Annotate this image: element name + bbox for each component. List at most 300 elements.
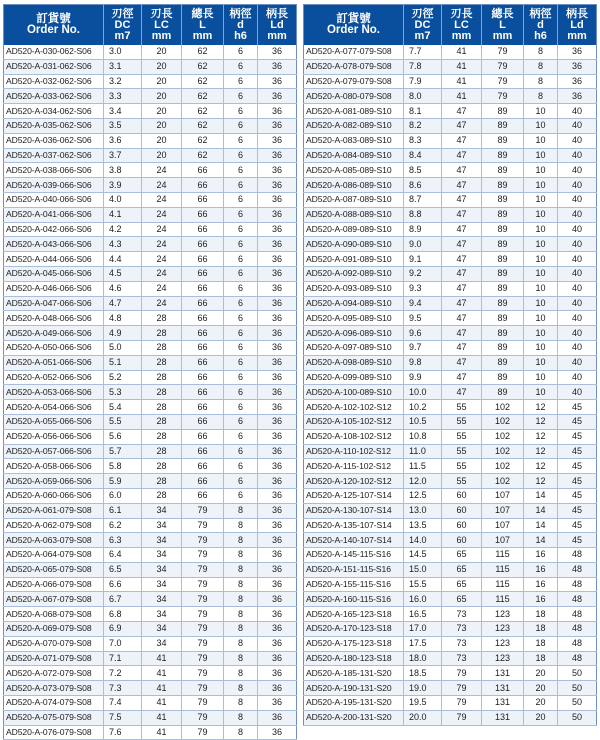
l-cell: 115 — [482, 548, 524, 563]
order-number-cell: AD520-A-034-062-S06 — [4, 104, 104, 119]
table-row — [304, 622, 597, 637]
spec-table-left — [3, 4, 297, 740]
table-row — [4, 178, 297, 193]
lc-cell: 41 — [142, 710, 182, 725]
dc-cell: 5.3 — [104, 385, 142, 400]
dc-cell: 10.5 — [404, 414, 442, 429]
ld-cell: 36 — [258, 592, 297, 607]
lc-cell: 28 — [142, 474, 182, 489]
column-header-l — [182, 5, 224, 46]
column-header-line: 總長 — [491, 7, 514, 20]
order-number-cell: AD520-A-075-079-S08 — [4, 710, 104, 725]
l-cell: 131 — [482, 681, 524, 696]
order-number-cell: AD520-A-105-102-S12 — [304, 414, 404, 429]
table-row — [4, 651, 297, 666]
ld-cell: 36 — [258, 518, 297, 533]
lc-cell: 47 — [442, 252, 482, 267]
column-header-line: L — [499, 18, 506, 31]
dc-cell: 6.9 — [104, 622, 142, 637]
column-header-line: m7 — [414, 29, 431, 42]
table-row — [304, 459, 597, 474]
l-cell: 89 — [482, 252, 524, 267]
d-cell: 6 — [224, 444, 258, 459]
lc-cell: 24 — [142, 266, 182, 281]
table-row — [304, 192, 597, 207]
d-cell: 6 — [224, 252, 258, 267]
l-cell: 79 — [182, 710, 224, 725]
l-cell: 89 — [482, 340, 524, 355]
dc-cell: 8.4 — [404, 148, 442, 163]
ld-cell: 36 — [258, 710, 297, 725]
d-cell: 20 — [524, 681, 558, 696]
table-row — [304, 207, 597, 222]
ld-cell: 45 — [558, 488, 597, 503]
d-cell: 16 — [524, 592, 558, 607]
dc-cell: 8.8 — [404, 207, 442, 222]
l-cell: 66 — [182, 414, 224, 429]
dc-cell: 9.4 — [404, 296, 442, 311]
dc-cell: 9.3 — [404, 281, 442, 296]
d-cell: 12 — [524, 429, 558, 444]
ld-cell: 36 — [258, 74, 297, 89]
ld-cell: 40 — [558, 192, 597, 207]
order-number-cell: AD520-A-160-115-S16 — [304, 592, 404, 607]
order-number-cell: AD520-A-092-089-S10 — [304, 266, 404, 281]
ld-cell: 36 — [258, 118, 297, 133]
lc-cell: 28 — [142, 355, 182, 370]
lc-cell: 47 — [442, 148, 482, 163]
l-cell: 115 — [482, 577, 524, 592]
lc-cell: 34 — [142, 503, 182, 518]
d-cell: 8 — [224, 696, 258, 711]
l-cell: 89 — [482, 355, 524, 370]
dc-cell: 15.0 — [404, 562, 442, 577]
l-cell: 107 — [482, 518, 524, 533]
order-number-cell: AD520-A-077-079-S08 — [304, 45, 404, 59]
column-header-line: 柄徑 — [529, 7, 552, 20]
lc-cell: 73 — [442, 622, 482, 637]
ld-cell: 36 — [258, 281, 297, 296]
ld-cell: 36 — [558, 45, 597, 59]
l-cell: 66 — [182, 429, 224, 444]
order-number-cell: AD520-A-046-066-S06 — [4, 281, 104, 296]
order-number-cell: AD520-A-155-115-S16 — [304, 577, 404, 592]
ld-cell: 40 — [558, 266, 597, 281]
lc-cell: 34 — [142, 518, 182, 533]
l-cell: 66 — [182, 474, 224, 489]
ld-cell: 40 — [558, 385, 597, 400]
table-row — [304, 237, 597, 252]
table-row — [4, 607, 297, 622]
dc-cell: 3.5 — [104, 118, 142, 133]
lc-cell: 41 — [142, 725, 182, 740]
lc-cell: 28 — [142, 311, 182, 326]
column-header-dc — [404, 5, 442, 46]
column-header-line: 總長 — [191, 7, 214, 20]
table-row — [304, 488, 597, 503]
lc-cell: 28 — [142, 414, 182, 429]
order-number-cell: AD520-A-031-062-S06 — [4, 59, 104, 74]
d-cell: 10 — [524, 326, 558, 341]
table-row — [304, 562, 597, 577]
table-row — [4, 45, 297, 59]
l-cell: 115 — [482, 592, 524, 607]
dc-cell: 8.2 — [404, 118, 442, 133]
table-row — [304, 296, 597, 311]
column-header-l — [482, 5, 524, 46]
table-row — [304, 370, 597, 385]
order-number-cell: AD520-A-074-079-S08 — [4, 696, 104, 711]
d-cell: 6 — [224, 192, 258, 207]
dc-cell: 9.7 — [404, 340, 442, 355]
ld-cell: 50 — [558, 666, 597, 681]
lc-cell: 47 — [442, 281, 482, 296]
l-cell: 115 — [482, 562, 524, 577]
order-number-cell: AD520-A-078-079-S08 — [304, 59, 404, 74]
d-cell: 6 — [224, 104, 258, 119]
dc-cell: 9.1 — [404, 252, 442, 267]
lc-cell: 20 — [142, 118, 182, 133]
column-header-d — [524, 5, 558, 46]
d-cell: 8 — [224, 636, 258, 651]
order-number-cell: AD520-A-130-107-S14 — [304, 503, 404, 518]
d-cell: 6 — [224, 59, 258, 74]
dc-cell: 14.5 — [404, 548, 442, 563]
d-cell: 6 — [224, 148, 258, 163]
d-cell: 18 — [524, 607, 558, 622]
l-cell: 79 — [182, 548, 224, 563]
dc-cell: 3.7 — [104, 148, 142, 163]
ld-cell: 36 — [258, 178, 297, 193]
order-number-cell: AD520-A-190-131-S20 — [304, 681, 404, 696]
l-cell: 66 — [182, 340, 224, 355]
l-cell: 123 — [482, 636, 524, 651]
table-row — [304, 666, 597, 681]
dc-cell: 9.5 — [404, 311, 442, 326]
dc-cell: 3.9 — [104, 178, 142, 193]
order-number-cell: AD520-A-053-066-S06 — [4, 385, 104, 400]
lc-cell: 34 — [142, 562, 182, 577]
column-header-line: d — [237, 18, 244, 31]
order-number-cell: AD520-A-069-079-S08 — [4, 622, 104, 637]
ld-cell: 50 — [558, 696, 597, 711]
order-number-cell: AD520-A-096-089-S10 — [304, 326, 404, 341]
ld-cell: 45 — [558, 503, 597, 518]
column-header-line: h6 — [534, 29, 547, 42]
order-number-cell: AD520-A-040-066-S06 — [4, 192, 104, 207]
l-cell: 89 — [482, 296, 524, 311]
d-cell: 6 — [224, 414, 258, 429]
l-cell: 79 — [482, 74, 524, 89]
l-cell: 89 — [482, 311, 524, 326]
lc-cell: 28 — [142, 429, 182, 444]
dc-cell: 7.4 — [104, 696, 142, 711]
order-number-cell: AD520-A-099-089-S10 — [304, 370, 404, 385]
lc-cell: 60 — [442, 503, 482, 518]
l-cell: 79 — [482, 45, 524, 59]
dc-cell: 9.8 — [404, 355, 442, 370]
ld-cell: 45 — [558, 429, 597, 444]
ld-cell: 36 — [258, 459, 297, 474]
l-cell: 102 — [482, 400, 524, 415]
l-cell: 89 — [482, 281, 524, 296]
dc-cell: 4.5 — [104, 266, 142, 281]
d-cell: 8 — [224, 651, 258, 666]
column-header-line: mm — [151, 29, 172, 42]
dc-cell: 3.0 — [104, 45, 142, 59]
table-row — [304, 163, 597, 178]
d-cell: 6 — [224, 340, 258, 355]
order-number-cell: AD520-A-058-066-S06 — [4, 459, 104, 474]
order-number-cell: AD520-A-089-089-S10 — [304, 222, 404, 237]
l-cell: 102 — [482, 444, 524, 459]
table-row — [4, 488, 297, 503]
lc-cell: 60 — [442, 488, 482, 503]
d-cell: 6 — [224, 89, 258, 104]
order-number-cell: AD520-A-054-066-S06 — [4, 400, 104, 415]
d-cell: 6 — [224, 400, 258, 415]
ld-cell: 36 — [258, 636, 297, 651]
column-header-line: LC — [454, 18, 469, 31]
order-number-cell: AD520-A-041-066-S06 — [4, 207, 104, 222]
lc-cell: 79 — [442, 696, 482, 711]
lc-cell: 41 — [142, 696, 182, 711]
column-header-line: Ld — [570, 18, 584, 31]
d-cell: 12 — [524, 444, 558, 459]
table-row — [304, 607, 597, 622]
dc-cell: 4.7 — [104, 296, 142, 311]
d-cell: 6 — [224, 385, 258, 400]
d-cell: 6 — [224, 429, 258, 444]
ld-cell: 36 — [258, 163, 297, 178]
ld-cell: 48 — [558, 651, 597, 666]
lc-cell: 28 — [142, 340, 182, 355]
table-row — [4, 207, 297, 222]
order-number-cell: AD520-A-061-079-S08 — [4, 503, 104, 518]
column-header-line: mm — [567, 29, 587, 42]
order-number-cell: AD520-A-045-066-S06 — [4, 266, 104, 281]
table-row — [4, 459, 297, 474]
table-row — [4, 340, 297, 355]
order-number-cell: AD520-A-030-062-S06 — [4, 45, 104, 59]
column-header-line: 刃長 — [450, 7, 473, 20]
lc-cell: 20 — [142, 45, 182, 59]
ld-cell: 36 — [258, 607, 297, 622]
table-row — [4, 696, 297, 711]
ld-cell: 36 — [258, 444, 297, 459]
ld-cell: 48 — [558, 562, 597, 577]
l-cell: 62 — [182, 104, 224, 119]
d-cell: 6 — [224, 355, 258, 370]
table-row — [4, 192, 297, 207]
l-cell: 79 — [182, 577, 224, 592]
column-header-order — [4, 5, 104, 46]
order-number-cell: AD520-A-057-066-S06 — [4, 444, 104, 459]
l-cell: 89 — [482, 133, 524, 148]
ld-cell: 36 — [258, 429, 297, 444]
lc-cell: 47 — [442, 237, 482, 252]
order-number-cell: AD520-A-052-066-S06 — [4, 370, 104, 385]
ld-cell: 36 — [258, 222, 297, 237]
lc-cell: 47 — [442, 192, 482, 207]
l-cell: 131 — [482, 710, 524, 725]
ld-cell: 36 — [258, 622, 297, 637]
table-row — [304, 45, 597, 59]
dc-cell: 8.6 — [404, 178, 442, 193]
table-row — [4, 577, 297, 592]
lc-cell: 55 — [442, 400, 482, 415]
ld-cell: 45 — [558, 444, 597, 459]
order-number-cell: AD520-A-068-079-S08 — [4, 607, 104, 622]
dc-cell: 8.3 — [404, 133, 442, 148]
column-header-line: mm — [451, 29, 472, 42]
table-row — [4, 326, 297, 341]
ld-cell: 45 — [558, 474, 597, 489]
order-number-cell: AD520-A-098-089-S10 — [304, 355, 404, 370]
dc-cell: 5.1 — [104, 355, 142, 370]
ld-cell: 40 — [558, 311, 597, 326]
table-row — [4, 474, 297, 489]
ld-cell: 45 — [558, 400, 597, 415]
d-cell: 8 — [524, 45, 558, 59]
lc-cell: 55 — [442, 444, 482, 459]
table-row — [4, 710, 297, 725]
ld-cell: 36 — [258, 104, 297, 119]
dc-cell: 7.1 — [104, 651, 142, 666]
d-cell: 10 — [524, 118, 558, 133]
table-row — [4, 533, 297, 548]
l-cell: 102 — [482, 429, 524, 444]
table-row — [4, 666, 297, 681]
d-cell: 6 — [224, 488, 258, 503]
lc-cell: 55 — [442, 459, 482, 474]
l-cell: 66 — [182, 237, 224, 252]
ld-cell: 40 — [558, 355, 597, 370]
lc-cell: 79 — [442, 681, 482, 696]
order-number-cell: AD520-A-086-089-S10 — [304, 178, 404, 193]
lc-cell: 34 — [142, 548, 182, 563]
dc-cell: 10.2 — [404, 400, 442, 415]
lc-cell: 47 — [442, 296, 482, 311]
table-row — [304, 326, 597, 341]
dc-cell: 6.4 — [104, 548, 142, 563]
table-row — [4, 370, 297, 385]
ld-cell: 36 — [258, 326, 297, 341]
table-row — [4, 355, 297, 370]
dc-cell: 6.7 — [104, 592, 142, 607]
dc-cell: 8.9 — [404, 222, 442, 237]
order-number-cell: AD520-A-062-079-S08 — [4, 518, 104, 533]
order-number-cell: AD520-A-140-107-S14 — [304, 533, 404, 548]
table-row — [304, 518, 597, 533]
order-number-cell: AD520-A-039-066-S06 — [4, 178, 104, 193]
column-header-line: 刃徑 — [111, 7, 134, 20]
dc-cell: 3.2 — [104, 74, 142, 89]
order-number-cell: AD520-A-065-079-S08 — [4, 562, 104, 577]
dc-cell: 7.9 — [404, 74, 442, 89]
d-cell: 6 — [224, 266, 258, 281]
column-header-line: Ld — [270, 18, 284, 31]
d-cell: 20 — [524, 710, 558, 725]
l-cell: 79 — [182, 562, 224, 577]
table-row — [4, 281, 297, 296]
l-cell: 89 — [482, 266, 524, 281]
dc-cell: 9.2 — [404, 266, 442, 281]
dc-cell: 3.4 — [104, 104, 142, 119]
dc-cell: 3.8 — [104, 163, 142, 178]
order-number-cell: AD520-A-200-131-S20 — [304, 710, 404, 725]
dc-cell: 6.8 — [104, 607, 142, 622]
d-cell: 10 — [524, 340, 558, 355]
dc-cell: 6.1 — [104, 503, 142, 518]
l-cell: 79 — [182, 503, 224, 518]
lc-cell: 47 — [442, 340, 482, 355]
ld-cell: 48 — [558, 636, 597, 651]
dc-cell: 14.0 — [404, 533, 442, 548]
table-row — [304, 118, 597, 133]
column-header-line: Order No. — [26, 24, 81, 36]
lc-cell: 65 — [442, 548, 482, 563]
order-number-cell: AD520-A-035-062-S06 — [4, 118, 104, 133]
d-cell: 10 — [524, 222, 558, 237]
lc-cell: 41 — [442, 59, 482, 74]
lc-cell: 20 — [142, 104, 182, 119]
dc-cell: 8.0 — [404, 89, 442, 104]
ld-cell: 50 — [558, 681, 597, 696]
table-row — [304, 385, 597, 400]
order-number-cell: AD520-A-125-107-S14 — [304, 488, 404, 503]
order-number-cell: AD520-A-151-115-S16 — [304, 562, 404, 577]
ld-cell: 36 — [258, 45, 297, 59]
l-cell: 66 — [182, 385, 224, 400]
lc-cell: 47 — [442, 104, 482, 119]
lc-cell: 34 — [142, 533, 182, 548]
l-cell: 79 — [182, 725, 224, 740]
lc-cell: 34 — [142, 622, 182, 637]
ld-cell: 36 — [258, 577, 297, 592]
dc-cell: 3.3 — [104, 89, 142, 104]
l-cell: 66 — [182, 296, 224, 311]
l-cell: 123 — [482, 651, 524, 666]
d-cell: 16 — [524, 548, 558, 563]
column-header-line: LC — [154, 18, 169, 31]
table-row — [304, 252, 597, 267]
order-number-cell: AD520-A-085-089-S10 — [304, 163, 404, 178]
lc-cell: 24 — [142, 296, 182, 311]
order-number-cell: AD520-A-080-079-S08 — [304, 89, 404, 104]
l-cell: 89 — [482, 163, 524, 178]
d-cell: 8 — [224, 562, 258, 577]
ld-cell: 36 — [258, 488, 297, 503]
d-cell: 10 — [524, 385, 558, 400]
d-cell: 10 — [524, 104, 558, 119]
l-cell: 79 — [182, 607, 224, 622]
dc-cell: 5.6 — [104, 429, 142, 444]
dc-cell: 3.1 — [104, 59, 142, 74]
column-header-order — [304, 5, 404, 46]
ld-cell: 36 — [258, 725, 297, 740]
order-number-cell: AD520-A-110-102-S12 — [304, 444, 404, 459]
lc-cell: 79 — [442, 666, 482, 681]
l-cell: 107 — [482, 533, 524, 548]
column-header-dc — [104, 5, 142, 46]
dc-cell: 4.8 — [104, 311, 142, 326]
order-number-cell: AD520-A-079-079-S08 — [304, 74, 404, 89]
order-number-cell: AD520-A-087-089-S10 — [304, 192, 404, 207]
ld-cell: 36 — [558, 89, 597, 104]
ld-cell: 40 — [558, 237, 597, 252]
l-cell: 66 — [182, 207, 224, 222]
